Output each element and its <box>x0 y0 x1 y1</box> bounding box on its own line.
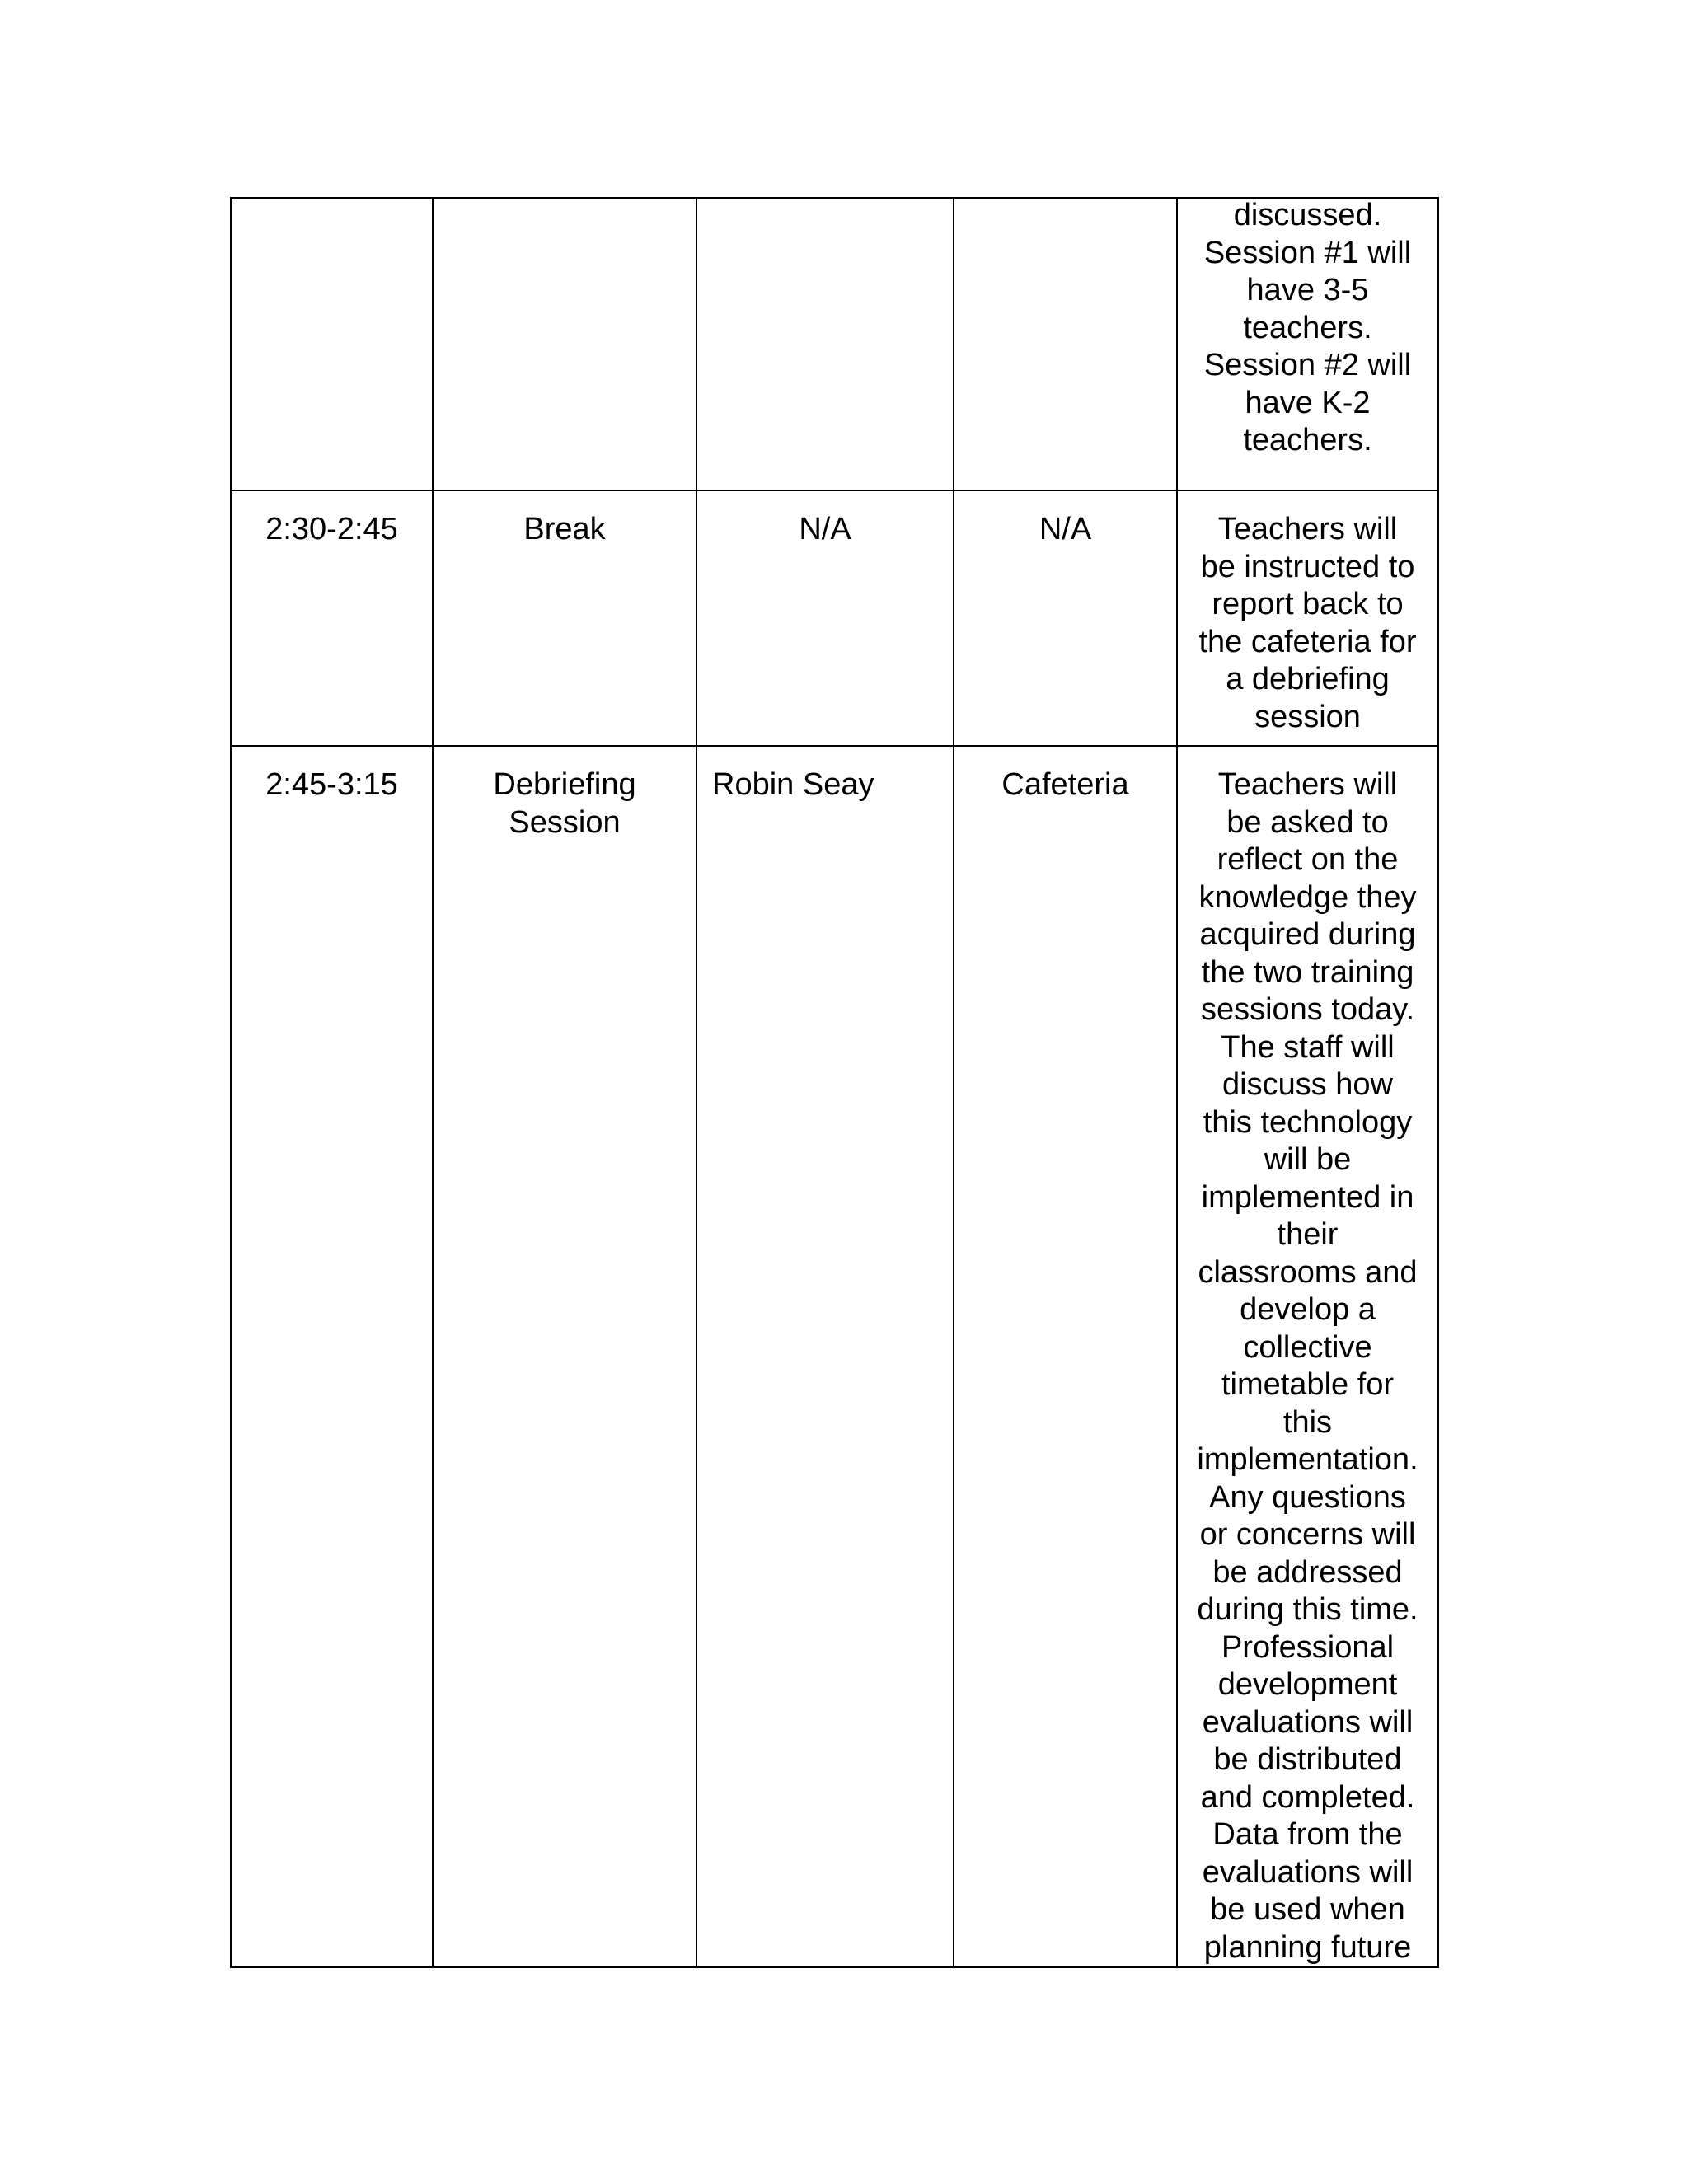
table-row <box>231 198 1438 490</box>
activity-cell: Break <box>433 490 696 746</box>
table-row <box>231 746 1438 1967</box>
location-cell <box>954 198 1177 490</box>
notes-cell: Teachers will be instructed to report back to the cafeteria for a debriefing session <box>1177 490 1438 746</box>
activity-cell: Debriefing Session <box>433 746 696 1967</box>
presenter-cell <box>696 198 954 490</box>
time-cell: 2:30-2:45 <box>231 490 433 746</box>
schedule-table <box>230 197 1439 1968</box>
time-cell <box>231 198 433 490</box>
time-cell: 2:45-3:15 <box>231 746 433 1967</box>
location-cell: N/A <box>954 490 1177 746</box>
table-row <box>231 490 1438 746</box>
presenter-cell: N/A <box>696 490 954 746</box>
notes-cell: discussed. Session #1 will have 3-5 teachers. Session #2 will have K-2 teachers. <box>1177 198 1438 490</box>
activity-cell <box>433 198 696 490</box>
presenter-cell: Robin Seay <box>696 746 954 1967</box>
location-cell: Cafeteria <box>954 746 1177 1967</box>
notes-cell: Teachers will be asked to reflect on the knowledge they acquired during the two training sessions today. The staff will discuss how this technology will be implemented in their classrooms and develop a collective timetable for this implementation. Any questions or concerns will be addressed during this time. Professional development evaluations will be distributed and completed. Data from the evaluations will be used when planning future <box>1177 746 1438 1967</box>
